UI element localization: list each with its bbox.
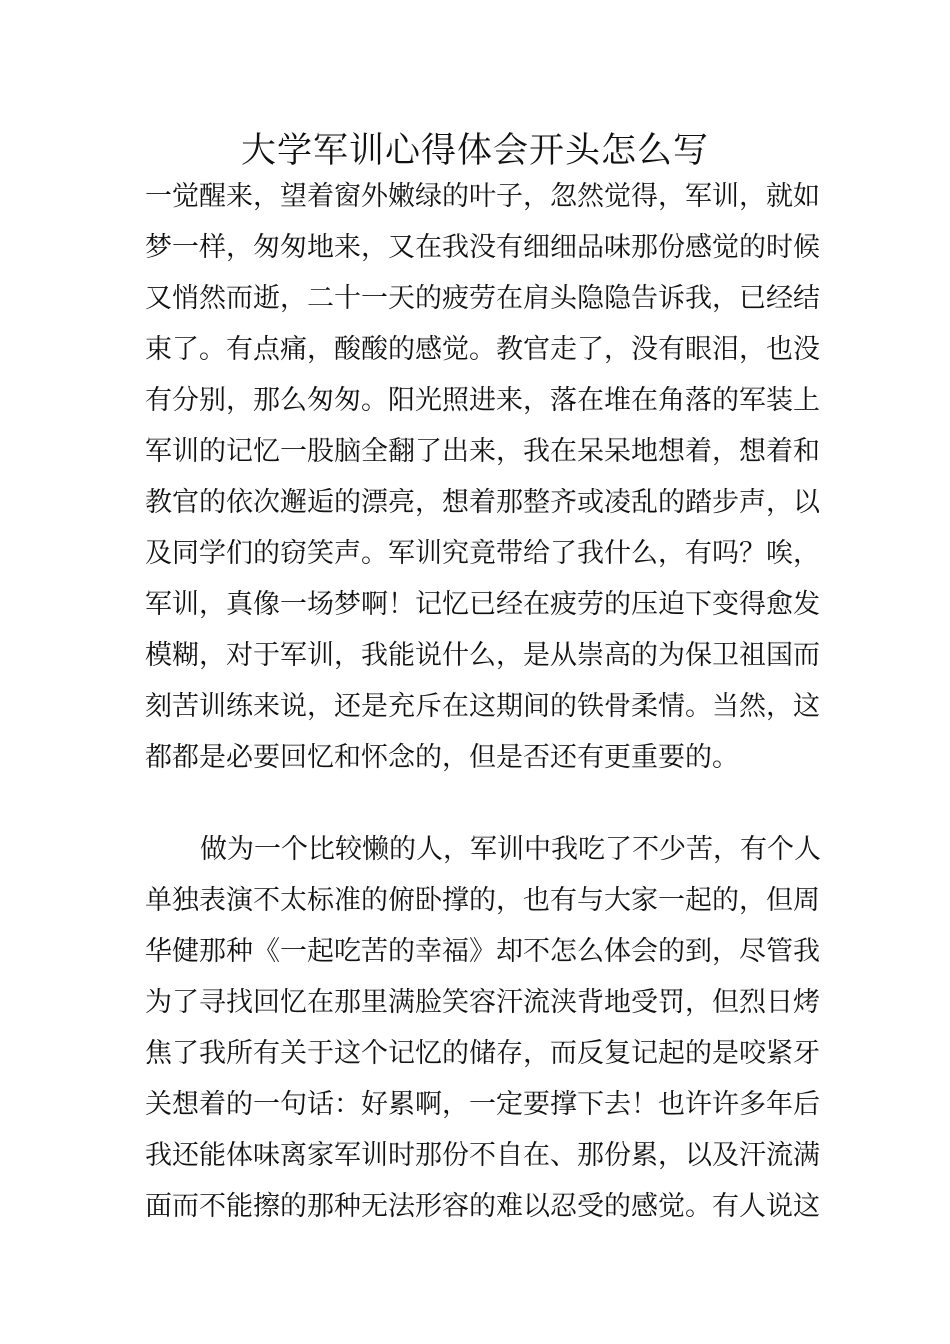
paragraph-line: 模糊，对于军训，我能说什么，是从崇高的为保卫祖国而 [145,640,820,671]
paragraph-line: 为了寻找回忆在那里满脸笑容汗流浃背地受罚，但烈日烤 [145,987,820,1018]
paragraph-line: 一觉醒来，望着窗外嫩绿的叶子，忽然觉得，军训，就如 [145,181,820,212]
paragraph-line: 面而不能擦的那种无法形容的难以忍受的感觉。有人说这 [145,1191,820,1222]
paragraph-line: 都都是必要回忆和怀念的，但是否还有更重要的。 [145,742,739,773]
paragraph-line: 军训，真像一场梦啊！记忆已经在疲劳的压迫下变得愈发 [145,589,820,620]
paragraph-line: 关想着的一句话：好累啊，一定要撑下去！也许许多年后 [145,1089,820,1120]
paragraph-line: 有分别，那么匆匆。阳光照进来，落在堆在角落的军装上 [145,385,820,416]
paragraph-line: 单独表演不太标准的俯卧撑的，也有与大家一起的，但周 [145,885,820,916]
paragraph-line: 又悄然而逝，二十一天的疲劳在肩头隐隐告诉我，已经结 [145,283,820,314]
paragraph-line: 我还能体味离家军训时那份不自在、那份累，以及汗流满 [145,1140,820,1171]
paragraph-line: 军训的记忆一股脑全翻了出来，我在呆呆地想着，想着和 [145,436,820,467]
paragraph-line: 及同学们的窃笑声。军训究竟带给了我什么，有吗？唉， [145,538,820,569]
paragraph-line: 刻苦训练来说，还是充斥在这期间的铁骨柔情。当然，这 [145,691,820,722]
paragraph-line: 束了。有点痛，酸酸的感觉。教官走了，没有眼泪，也没 [145,334,820,365]
paragraph-line: 焦了我所有关于这个记忆的储存，而反复记起的是咬紧牙 [145,1038,820,1069]
paragraph-line: 华健那种《一起吃苦的幸福》却不怎么体会的到，尽管我 [145,936,820,967]
paragraph-line: 做为一个比较懒的人，军训中我吃了不少苦，有个人 [200,834,821,865]
paragraph-line: 教官的依次邂逅的漂亮，想着那整齐或凌乱的踏步声，以 [145,487,820,518]
document-title: 大学军训心得体会开头怎么写 [240,131,709,171]
paragraph-line: 梦一样，匆匆地来，又在我没有细细品味那份感觉的时候 [145,232,820,263]
